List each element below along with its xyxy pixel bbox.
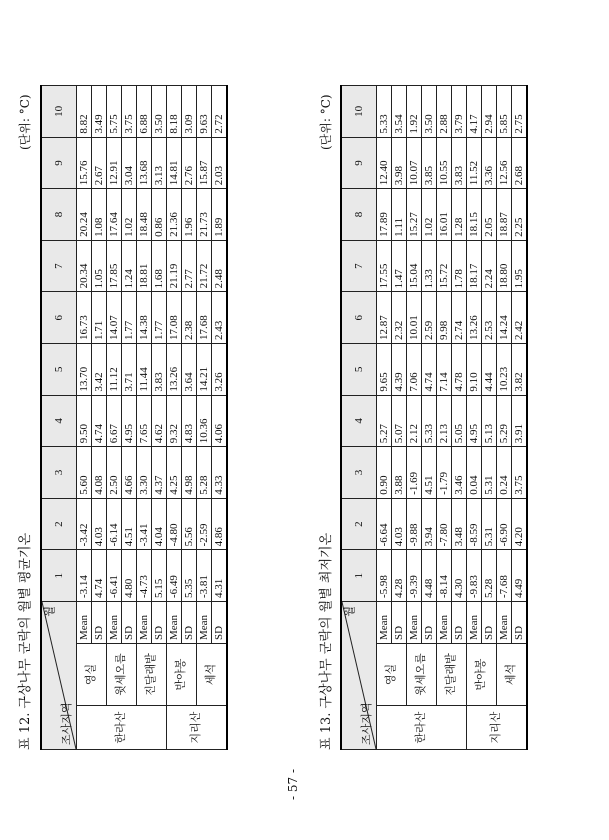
value-cell: 4.78 xyxy=(452,344,467,396)
value-cell: 12.56 xyxy=(497,137,512,189)
value-cell: 1.28 xyxy=(452,189,467,241)
table-row xyxy=(497,86,512,750)
value-cell: 18.87 xyxy=(497,189,512,241)
value-cell: -5.98 xyxy=(377,550,392,602)
stat-cell: Mean xyxy=(407,601,422,643)
value-cell: 13.26 xyxy=(467,292,482,344)
value-cell: 4.98 xyxy=(182,447,197,499)
value-cell: 2.24 xyxy=(482,240,497,292)
table-row xyxy=(377,86,392,750)
value-cell: 4.03 xyxy=(92,498,107,550)
table-row xyxy=(467,86,482,750)
stat-cell: Mean xyxy=(137,601,152,643)
column-header-month: 5 xyxy=(341,344,377,396)
value-cell: 15.87 xyxy=(197,137,212,189)
value-cell: 3.50 xyxy=(152,86,167,138)
column-header-month: 3 xyxy=(341,447,377,499)
value-cell: 6.67 xyxy=(107,395,122,447)
value-cell: -6.14 xyxy=(107,498,122,550)
value-cell: 2.48 xyxy=(212,240,228,292)
value-cell: 3.98 xyxy=(392,137,407,189)
value-cell: 15.04 xyxy=(407,240,422,292)
month-label: 월 xyxy=(344,605,356,617)
value-cell: 1.96 xyxy=(182,189,197,241)
table-13-unit: (단위: °C) xyxy=(319,94,333,150)
column-header-month: 1 xyxy=(341,550,377,602)
value-cell: 1.77 xyxy=(152,292,167,344)
value-cell: 9.32 xyxy=(167,395,182,447)
value-cell: 4.03 xyxy=(392,498,407,550)
value-cell: 21.73 xyxy=(197,189,212,241)
value-cell: 17.64 xyxy=(107,189,122,241)
value-cell: 2.42 xyxy=(512,292,528,344)
value-cell: 4.33 xyxy=(212,447,228,499)
value-cell: 3.82 xyxy=(512,344,528,396)
value-cell: 3.13 xyxy=(152,137,167,189)
value-cell: 17.55 xyxy=(377,240,392,292)
value-cell: 2.67 xyxy=(92,137,107,189)
value-cell: 1.77 xyxy=(122,292,137,344)
value-cell: 3.49 xyxy=(92,86,107,138)
value-cell: 4.83 xyxy=(182,395,197,447)
value-cell: 20.34 xyxy=(77,240,92,292)
value-cell: 5.28 xyxy=(197,447,212,499)
value-cell: 15.76 xyxy=(77,137,92,189)
value-cell: 5.15 xyxy=(152,550,167,602)
value-cell: 5.33 xyxy=(422,395,437,447)
value-cell: 4.86 xyxy=(212,498,228,550)
stat-cell: SD xyxy=(422,601,437,643)
value-cell: 4.08 xyxy=(92,447,107,499)
value-cell: 2.94 xyxy=(482,86,497,138)
value-cell: 4.95 xyxy=(467,395,482,447)
value-cell: 1.95 xyxy=(512,240,528,292)
header-row xyxy=(41,86,77,750)
table-row xyxy=(407,86,422,750)
value-cell: 10.36 xyxy=(197,395,212,447)
value-cell: 8.82 xyxy=(77,86,92,138)
table-row xyxy=(437,86,452,750)
value-cell: 1.71 xyxy=(92,292,107,344)
site-cell: 반야봉 xyxy=(167,644,197,706)
value-cell: -9.88 xyxy=(407,498,422,550)
stat-cell: Mean xyxy=(107,601,122,643)
value-cell: 15.27 xyxy=(407,189,422,241)
table-13 xyxy=(340,85,528,750)
value-cell: 4.31 xyxy=(212,550,228,602)
column-header-month: 9 xyxy=(41,137,77,189)
value-cell: -3.14 xyxy=(77,550,92,602)
value-cell: 3.83 xyxy=(452,137,467,189)
value-cell: 18.81 xyxy=(137,240,152,292)
table-12-unit: (단위: °C) xyxy=(18,94,32,150)
value-cell: 2.13 xyxy=(437,395,452,447)
value-cell: 5.27 xyxy=(377,395,392,447)
value-cell: 7.14 xyxy=(437,344,452,396)
value-cell: 3.88 xyxy=(392,447,407,499)
value-cell: 18.17 xyxy=(467,240,482,292)
value-cell: -8.14 xyxy=(437,550,452,602)
value-cell: 2.77 xyxy=(182,240,197,292)
value-cell: -4.73 xyxy=(137,550,152,602)
value-cell: -8.59 xyxy=(467,498,482,550)
value-cell: 13.68 xyxy=(137,137,152,189)
value-cell: 9.65 xyxy=(377,344,392,396)
region-cell: 한라산 xyxy=(77,706,167,750)
value-cell: 3.09 xyxy=(182,86,197,138)
value-cell: 7.06 xyxy=(407,344,422,396)
value-cell: 1.11 xyxy=(392,189,407,241)
stat-cell: SD xyxy=(512,601,528,643)
value-cell: 2.03 xyxy=(212,137,228,189)
value-cell: 1.78 xyxy=(452,240,467,292)
value-cell: 4.20 xyxy=(512,498,528,550)
value-cell: 4.74 xyxy=(92,550,107,602)
value-cell: 5.28 xyxy=(482,550,497,602)
site-cell: 세석 xyxy=(197,644,228,706)
value-cell: 4.48 xyxy=(422,550,437,602)
value-cell: 0.86 xyxy=(152,189,167,241)
column-header-month: 4 xyxy=(341,395,377,447)
value-cell: 10.55 xyxy=(437,137,452,189)
value-cell: 3.85 xyxy=(422,137,437,189)
value-cell: 2.88 xyxy=(437,86,452,138)
value-cell: 3.79 xyxy=(452,86,467,138)
value-cell: 16.73 xyxy=(77,292,92,344)
column-header-month: 8 xyxy=(41,189,77,241)
column-header-month: 5 xyxy=(41,344,77,396)
value-cell: 2.32 xyxy=(392,292,407,344)
stat-cell: SD xyxy=(122,601,137,643)
value-cell: 4.95 xyxy=(122,395,137,447)
value-cell: 3.94 xyxy=(422,498,437,550)
column-header-month: 1 xyxy=(41,550,77,602)
value-cell: 11.12 xyxy=(107,344,122,396)
stat-cell: Mean xyxy=(467,601,482,643)
value-cell: 4.39 xyxy=(392,344,407,396)
value-cell: 2.50 xyxy=(107,447,122,499)
value-cell: 2.72 xyxy=(212,86,228,138)
value-cell: 14.21 xyxy=(197,344,212,396)
value-cell: 5.31 xyxy=(482,498,497,550)
value-cell: 3.26 xyxy=(212,344,228,396)
column-header-month: 2 xyxy=(41,498,77,550)
value-cell: 5.13 xyxy=(482,395,497,447)
value-cell: -6.90 xyxy=(497,498,512,550)
value-cell: 17.85 xyxy=(107,240,122,292)
region-cell: 지리산 xyxy=(167,706,228,750)
value-cell: 5.75 xyxy=(107,86,122,138)
value-cell: -3.81 xyxy=(197,550,212,602)
value-cell: 5.85 xyxy=(497,86,512,138)
stat-cell: Mean xyxy=(197,601,212,643)
value-cell: 21.36 xyxy=(167,189,182,241)
value-cell: 3.04 xyxy=(122,137,137,189)
value-cell: 3.64 xyxy=(182,344,197,396)
stat-cell: SD xyxy=(92,601,107,643)
value-cell: 4.51 xyxy=(422,447,437,499)
value-cell: 12.91 xyxy=(107,137,122,189)
table-12 xyxy=(40,85,228,750)
column-header-month: 2 xyxy=(341,498,377,550)
value-cell: 2.43 xyxy=(212,292,228,344)
value-cell: 5.05 xyxy=(452,395,467,447)
value-cell: 13.70 xyxy=(77,344,92,396)
value-cell: 17.68 xyxy=(197,292,212,344)
site-cell: 진달래밭 xyxy=(137,644,167,706)
column-header-month: 10 xyxy=(341,86,377,138)
column-header-month: 7 xyxy=(341,240,377,292)
value-cell: -2.59 xyxy=(197,498,212,550)
value-cell: 14.38 xyxy=(137,292,152,344)
value-cell: 16.01 xyxy=(437,189,452,241)
site-cell: 세석 xyxy=(497,644,528,706)
value-cell: -4.80 xyxy=(167,498,182,550)
value-cell: 13.26 xyxy=(167,344,182,396)
column-header-month: 7 xyxy=(41,240,77,292)
value-cell: 4.17 xyxy=(467,86,482,138)
value-cell: -3.42 xyxy=(77,498,92,550)
site-cell: 영실 xyxy=(377,644,407,706)
value-cell: 4.80 xyxy=(122,550,137,602)
value-cell: 12.87 xyxy=(377,292,392,344)
value-cell: 4.25 xyxy=(167,447,182,499)
stat-cell: SD xyxy=(392,601,407,643)
value-cell: 3.42 xyxy=(92,344,107,396)
value-cell: 2.59 xyxy=(422,292,437,344)
value-cell: 20.24 xyxy=(77,189,92,241)
value-cell: 2.68 xyxy=(512,137,528,189)
value-cell: 10.07 xyxy=(407,137,422,189)
value-cell: 2.76 xyxy=(182,137,197,189)
table-row xyxy=(137,86,152,750)
column-header-month: 8 xyxy=(341,189,377,241)
value-cell: 5.35 xyxy=(182,550,197,602)
value-cell: -1.79 xyxy=(437,447,452,499)
value-cell: -1.69 xyxy=(407,447,422,499)
value-cell: 3.91 xyxy=(512,395,528,447)
value-cell: 1.02 xyxy=(122,189,137,241)
value-cell: 3.71 xyxy=(122,344,137,396)
value-cell: 1.08 xyxy=(92,189,107,241)
value-cell: 5.56 xyxy=(182,498,197,550)
value-cell: 4.74 xyxy=(92,395,107,447)
value-cell: -3.41 xyxy=(137,498,152,550)
value-cell: 10.01 xyxy=(407,292,422,344)
value-cell: 1.24 xyxy=(122,240,137,292)
header-corner xyxy=(341,601,377,749)
value-cell: 4.74 xyxy=(422,344,437,396)
region-cell: 한라산 xyxy=(377,706,467,750)
value-cell: 17.89 xyxy=(377,189,392,241)
header-row xyxy=(341,86,377,750)
value-cell: 9.98 xyxy=(437,292,452,344)
value-cell: 3.54 xyxy=(392,86,407,138)
value-cell: 14.07 xyxy=(107,292,122,344)
value-cell: 2.12 xyxy=(407,395,422,447)
value-cell: 12.40 xyxy=(377,137,392,189)
header-corner xyxy=(41,601,77,749)
value-cell: 7.65 xyxy=(137,395,152,447)
value-cell: 2.38 xyxy=(182,292,197,344)
value-cell: 4.04 xyxy=(152,498,167,550)
value-cell: 4.66 xyxy=(122,447,137,499)
value-cell: 0.24 xyxy=(497,447,512,499)
site-cell: 윗세오름 xyxy=(407,644,437,706)
value-cell: 2.53 xyxy=(482,292,497,344)
value-cell: 4.06 xyxy=(212,395,228,447)
value-cell: 3.48 xyxy=(452,498,467,550)
table-12-caption: 표 12. 구상나무 군락의 월별 평균기온 xyxy=(18,532,33,750)
value-cell: -9.83 xyxy=(467,550,482,602)
table-row xyxy=(167,86,182,750)
column-header-month: 3 xyxy=(41,447,77,499)
value-cell: 11.44 xyxy=(137,344,152,396)
region-cell: 지리산 xyxy=(467,706,528,750)
survey-area-label: 조사지역 xyxy=(61,702,73,745)
value-cell: 18.80 xyxy=(497,240,512,292)
table-row xyxy=(77,86,92,750)
value-cell: -6.49 xyxy=(167,550,182,602)
value-cell: 6.88 xyxy=(137,86,152,138)
value-cell: 5.29 xyxy=(497,395,512,447)
value-cell: 2.74 xyxy=(452,292,467,344)
value-cell: 4.30 xyxy=(452,550,467,602)
value-cell: 1.89 xyxy=(212,189,228,241)
value-cell: 4.62 xyxy=(152,395,167,447)
value-cell: 3.75 xyxy=(122,86,137,138)
stat-cell: SD xyxy=(152,601,167,643)
value-cell: 0.90 xyxy=(377,447,392,499)
value-cell: 1.02 xyxy=(422,189,437,241)
value-cell: 2.05 xyxy=(482,189,497,241)
value-cell: 1.92 xyxy=(407,86,422,138)
value-cell: 14.81 xyxy=(167,137,182,189)
value-cell: 18.48 xyxy=(137,189,152,241)
survey-area-label: 조사지역 xyxy=(361,702,373,745)
stat-cell: Mean xyxy=(167,601,182,643)
stat-cell: SD xyxy=(482,601,497,643)
value-cell: 0.04 xyxy=(467,447,482,499)
value-cell: 5.33 xyxy=(377,86,392,138)
page-number: - 57 - xyxy=(286,768,300,800)
value-cell: 9.50 xyxy=(77,395,92,447)
value-cell: 4.28 xyxy=(392,550,407,602)
value-cell: 15.72 xyxy=(437,240,452,292)
table-13-caption: 표 13. 구상나무 군락의 월별 최저기온 xyxy=(319,532,334,750)
stat-cell: SD xyxy=(212,601,228,643)
site-cell: 영실 xyxy=(77,644,107,706)
column-header-month: 6 xyxy=(41,292,77,344)
site-cell: 반야봉 xyxy=(467,644,497,706)
value-cell: -7.68 xyxy=(497,550,512,602)
value-cell: 1.33 xyxy=(422,240,437,292)
value-cell: -7.80 xyxy=(437,498,452,550)
month-label: 월 xyxy=(44,605,56,617)
table-row xyxy=(197,86,212,750)
value-cell: 3.36 xyxy=(482,137,497,189)
column-header-month: 6 xyxy=(341,292,377,344)
value-cell: 5.07 xyxy=(392,395,407,447)
value-cell: 3.75 xyxy=(512,447,528,499)
value-cell: 4.51 xyxy=(122,498,137,550)
value-cell: 3.30 xyxy=(137,447,152,499)
value-cell: 8.18 xyxy=(167,86,182,138)
value-cell: 1.05 xyxy=(92,240,107,292)
value-cell: 4.37 xyxy=(152,447,167,499)
stat-cell: Mean xyxy=(437,601,452,643)
value-cell: 2.25 xyxy=(512,189,528,241)
value-cell: 11.52 xyxy=(467,137,482,189)
value-cell: 5.60 xyxy=(77,447,92,499)
value-cell: 4.49 xyxy=(512,550,528,602)
value-cell: 1.68 xyxy=(152,240,167,292)
value-cell: -6.64 xyxy=(377,498,392,550)
value-cell: 5.31 xyxy=(482,447,497,499)
stat-cell: Mean xyxy=(77,601,92,643)
table-row xyxy=(107,86,122,750)
stat-cell: SD xyxy=(452,601,467,643)
column-header-month: 9 xyxy=(341,137,377,189)
value-cell: 10.23 xyxy=(497,344,512,396)
value-cell: 3.46 xyxy=(452,447,467,499)
stat-cell: Mean xyxy=(377,601,392,643)
value-cell: 9.63 xyxy=(197,86,212,138)
value-cell: 3.83 xyxy=(152,344,167,396)
value-cell: 21.72 xyxy=(197,240,212,292)
value-cell: 2.75 xyxy=(512,86,528,138)
value-cell: 9.10 xyxy=(467,344,482,396)
site-cell: 진달래밭 xyxy=(437,644,467,706)
value-cell: 1.47 xyxy=(392,240,407,292)
value-cell: -9.39 xyxy=(407,550,422,602)
column-header-month: 4 xyxy=(41,395,77,447)
value-cell: 21.19 xyxy=(167,240,182,292)
site-cell: 윗세오름 xyxy=(107,644,137,706)
value-cell: 17.08 xyxy=(167,292,182,344)
stat-cell: SD xyxy=(182,601,197,643)
column-header-month: 10 xyxy=(41,86,77,138)
value-cell: 3.50 xyxy=(422,86,437,138)
value-cell: -6.41 xyxy=(107,550,122,602)
value-cell: 4.44 xyxy=(482,344,497,396)
value-cell: 14.24 xyxy=(497,292,512,344)
value-cell: 18.15 xyxy=(467,189,482,241)
stat-cell: Mean xyxy=(497,601,512,643)
